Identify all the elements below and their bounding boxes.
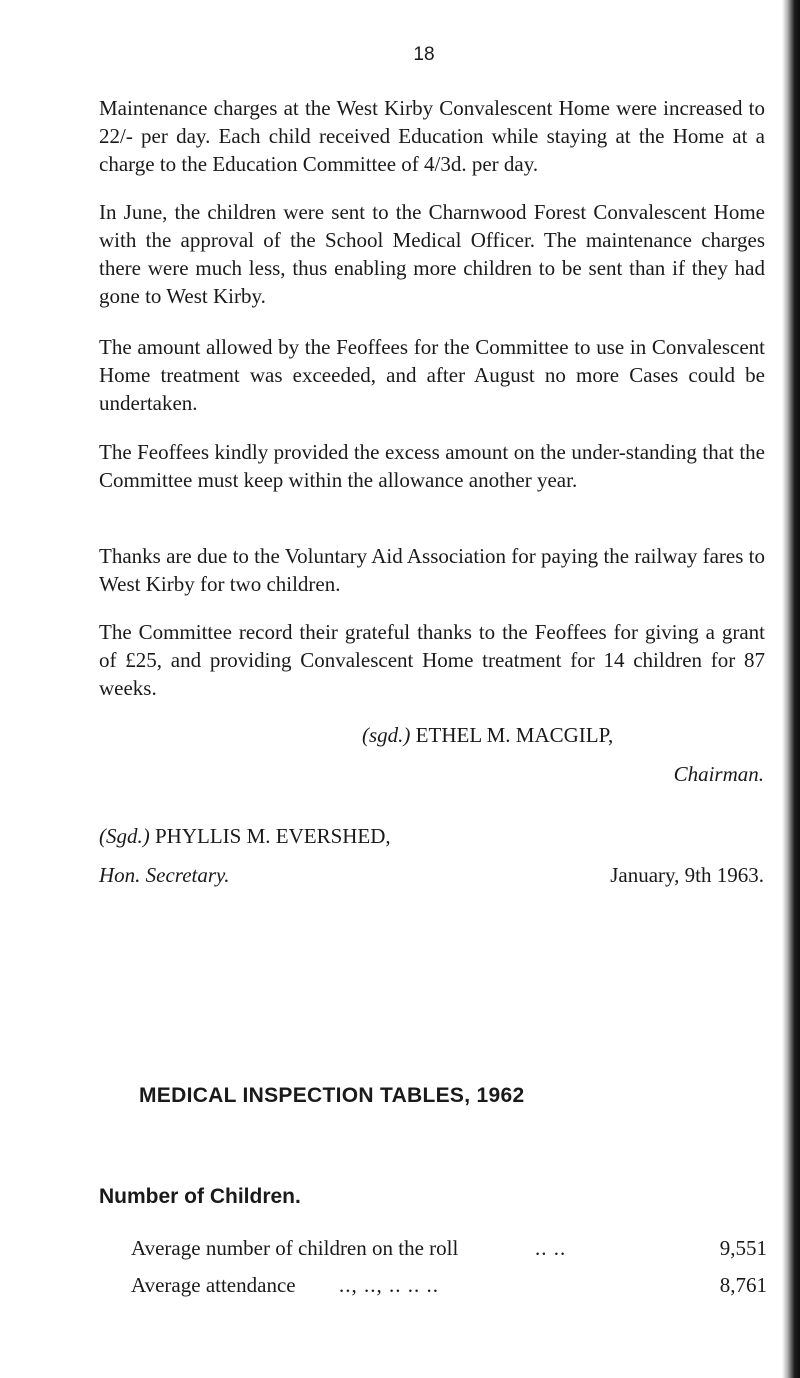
section-title: MEDICAL INSPECTION TABLES, 1962 [139, 1084, 525, 1107]
paragraph-amount-exceeded: The amount allowed by the Feoffees for the Committee to use in Convalescent Home treatment was exceeded, and after August no more Cases could be undertaken. [99, 335, 765, 415]
page-edge-shadow [782, 0, 800, 1378]
chairman-title: Chairman. [673, 762, 764, 786]
secretary-signature [99, 822, 391, 850]
stat-leader-dots: .. .. [535, 1236, 567, 1260]
paragraph-voluntary-aid: Thanks are due to the Voluntary Aid Association for paying the railway fares to West Kirby for two children. [99, 544, 765, 596]
paragraph-maintenance-charges: Maintenance charges at the West Kirby Convalescent Home were increased to 22/- per day. Each child received Education while staying at the Home at a charge to the Education Committee of 4/3d. per day. [99, 96, 765, 176]
secretary-title: Hon. Secretary. [99, 863, 230, 887]
chairman-name: ETHEL M. MACGILP, [415, 723, 614, 747]
stat-value: 8,761 [719, 1273, 767, 1297]
stat-leader-dots: .., .., .. .. .. [339, 1273, 439, 1297]
paragraph-grateful-thanks: The Committee record their grateful thanks to the Feoffees for giving a grant of £25, and providing Convalescent Home treatment for 14 children for 87 weeks. [99, 620, 765, 700]
secretary-signature-prefix: (Sgd.) [99, 824, 150, 848]
chairman-signature-prefix: (sgd.) [362, 723, 411, 747]
stat-label: Average number of children on the roll [131, 1236, 459, 1260]
secretary-name: PHYLLIS M. EVERSHED, [155, 824, 391, 848]
report-date: January, 9th 1963. [610, 863, 764, 887]
chairman-signature [362, 721, 613, 749]
stat-label: Average attendance [131, 1273, 296, 1297]
stat-row-average-roll [131, 1234, 767, 1262]
page-number: 18 [413, 44, 435, 65]
stat-value: 9,551 [719, 1236, 767, 1260]
subheading-number-of-children: Number of Children. [99, 1185, 301, 1208]
paragraph-charnwood-forest: In June, the children were sent to the Charnwood Forest Convalescent Home with the approval of the School Medical Officer. The maintenance charges there were much less, thus enabling more children to be sent than if they had gone to West Kirby. [99, 200, 765, 308]
stat-row-average-attendance [131, 1271, 767, 1299]
paragraph-excess-amount: The Feoffees kindly provided the excess amount on the under-standing that the Committee must keep within the allowance another year. [99, 440, 765, 492]
